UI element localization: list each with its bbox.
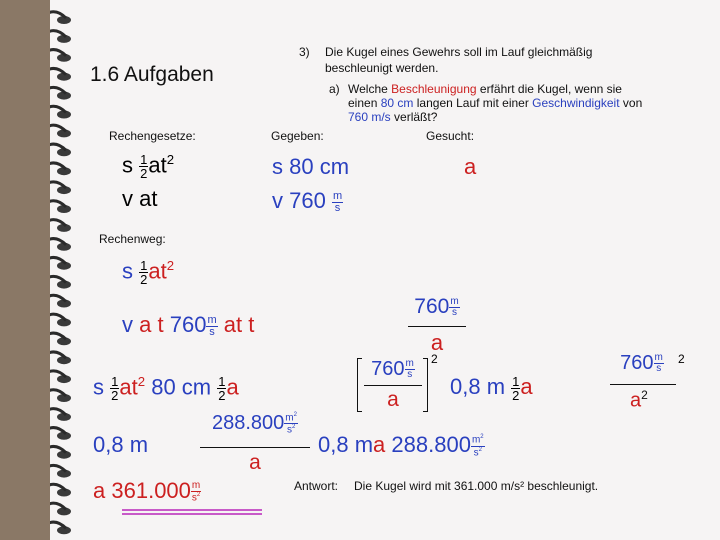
subtask-word: langen Lauf mit einer (416, 96, 529, 110)
var-t: t (248, 312, 255, 337)
var-v: v (272, 188, 283, 213)
fraction-half: $\frac{1}{2}$ (140, 152, 148, 182)
fraction-bar (610, 384, 676, 385)
var-t: t (160, 152, 167, 178)
spiral-ring (50, 446, 71, 458)
fraction-denominator: a (249, 451, 261, 474)
value-760: 760 (620, 352, 654, 374)
bracket-squared-denominator: $a^2$ (630, 388, 648, 412)
bracket-group (354, 352, 438, 411)
step-line-4-left (93, 432, 148, 458)
fraction-t-numerator (408, 295, 466, 319)
fraction-half: $\frac{1}{2}$ (218, 374, 226, 404)
fraction-half: $\frac{1}{2}$ (111, 374, 119, 404)
spiral-ring (50, 295, 71, 307)
spiral-ring (50, 409, 71, 421)
spiral-ring (50, 390, 71, 402)
var-t: t (157, 312, 164, 337)
spiral-ring (50, 333, 71, 345)
label-rechengesetze: Rechengesetze: (109, 129, 196, 143)
unit-m-per-s: $\frac{m}{s}$ (450, 295, 459, 318)
spiral-ring (50, 68, 71, 80)
value-760: 760 (414, 295, 450, 318)
fraction-bar (364, 385, 422, 386)
step-time-derivation (122, 312, 254, 338)
exponent: 2 (137, 374, 146, 389)
spiral-ring (50, 371, 71, 383)
label-antwort: Antwort: (294, 479, 339, 493)
var-s: s (272, 154, 283, 179)
subtask-word: verläßt? (394, 110, 438, 124)
task-text-2: beschleunigt werden. (325, 61, 439, 75)
unit-m-per-s: $\frac{m}{s}$ (332, 189, 343, 214)
var-t: t (236, 312, 243, 337)
exponent: 2 (166, 258, 175, 273)
subtask-word: einen (348, 96, 378, 110)
var-a: a (93, 478, 106, 503)
step-substitution-left (93, 374, 239, 402)
var-a: a (223, 312, 237, 337)
slide-page (50, 0, 720, 540)
bracket-squared-numerator (602, 352, 682, 375)
unit-m-per-s: $\frac{m}{s}$ (405, 358, 414, 381)
spiral-ring (50, 201, 71, 213)
unit-m-per-s: $\frac{m}{s}$ (654, 352, 663, 375)
result-underline-2 (122, 513, 262, 515)
unit-m2-per-s2: $\frac{m^2}{s^2}$ (285, 412, 297, 436)
spiral-ring (50, 12, 71, 24)
spiral-ring (50, 106, 71, 118)
value-288800: 288.800 (391, 432, 471, 457)
unit-m2-per-s2: $\frac{m^2}{s^2}$ (471, 434, 484, 459)
subtask-keyword-beschleunigung: Beschleunigung (391, 82, 477, 96)
page-title: 1.6 Aufgaben (90, 63, 214, 86)
var-s: s (93, 374, 104, 400)
step-distance-law (122, 258, 174, 286)
var-a: a (148, 258, 161, 284)
law-velocity (122, 186, 158, 212)
subtask-word: erfährt die Kugel, wenn sie (479, 82, 622, 96)
exponent: 2 (166, 152, 175, 167)
result-acceleration (93, 478, 201, 504)
value-80cm: 80 cm (289, 154, 350, 179)
step-line-4-right (318, 432, 485, 458)
fraction-t-denominator: a (430, 330, 444, 355)
var-t: t (160, 258, 167, 284)
subtask-line-1 (348, 82, 622, 96)
subtask-label: a) (329, 82, 340, 96)
spiral-ring (50, 50, 71, 62)
unit-m-per-s: $\frac{m}{s}$ (207, 313, 217, 338)
fraction-half: $\frac{1}{2}$ (140, 258, 148, 288)
var-a: a (226, 374, 239, 400)
bracket-numerator (364, 358, 422, 381)
spiral-ring (50, 144, 71, 156)
task-number: 3) (299, 45, 310, 59)
spiral-ring (50, 182, 71, 194)
answer-text: Die Kugel wird mit 361.000 m/s² beschleunigt. (354, 479, 599, 493)
spiral-ring (50, 31, 71, 43)
subtask-word: Welche (348, 82, 388, 96)
subtask-value-length: 80 cm (380, 96, 414, 110)
value-760: 760 (289, 188, 326, 213)
law-distance (122, 152, 174, 180)
given-distance (272, 154, 349, 180)
var-a: a (119, 374, 132, 400)
fraction-numerator-288800 (200, 412, 310, 436)
spiral-ring (50, 465, 71, 477)
value-0-8m: 0,8 m (93, 432, 149, 457)
label-gegeben: Gegeben: (271, 129, 324, 143)
spiral-ring (50, 239, 71, 251)
spiral-ring (50, 87, 71, 99)
subtask-line-3 (348, 110, 437, 124)
spiral-ring (50, 484, 71, 496)
var-v: v (122, 186, 133, 211)
step-substitution-right (450, 374, 533, 402)
spiral-ring (50, 220, 71, 232)
var-t: t (131, 374, 138, 400)
spiral-ring (50, 352, 71, 364)
subtask-value-speed: 760 m/s (348, 110, 391, 124)
subtask-word: von (622, 96, 643, 110)
var-t: t (151, 186, 158, 211)
subtask-keyword-geschwindigkeit: Geschwindigkeit (532, 96, 620, 110)
value-760: 760 (371, 358, 405, 380)
var-a: a (139, 186, 152, 211)
subtask-line-2 (348, 96, 642, 110)
unit-m-per-s2: $\frac{m}{s^2}$ (191, 480, 201, 504)
spiral-ring (50, 125, 71, 137)
var-a: a (520, 374, 533, 399)
value-288800: 288.800 (212, 412, 285, 435)
exponent: 2 (431, 352, 438, 366)
label-gesucht: Gesucht: (426, 129, 475, 143)
var-a: a (373, 432, 386, 457)
value-0-8m: 0,8 m (450, 374, 506, 399)
bracket-denominator: a (387, 388, 399, 411)
var-a: a (148, 152, 161, 178)
value-0-8m: 0,8 m (318, 432, 374, 457)
label-rechenweg: Rechenweg: (99, 232, 166, 246)
exponent: 2 (678, 352, 685, 366)
spiral-ring (50, 163, 71, 175)
spiral-ring (50, 314, 71, 326)
value-80cm: 80 cm (151, 374, 212, 400)
fraction-bar (200, 447, 310, 448)
spiral-ring (50, 428, 71, 440)
fraction-half: $\frac{1}{2}$ (512, 373, 520, 403)
spiral-ring (50, 522, 71, 534)
value-361000: 361.000 (111, 478, 191, 503)
spiral-ring (50, 276, 71, 288)
value-760: 760 (169, 312, 207, 337)
task-text: Die Kugel eines Gewehrs soll im Lauf gleichmäßig (325, 45, 593, 59)
given-velocity (272, 188, 343, 214)
var-s: s (122, 258, 133, 284)
wanted-acceleration: a (464, 154, 477, 179)
result-underline-1 (122, 509, 262, 511)
var-s: s (122, 152, 133, 178)
spiral-ring (50, 503, 71, 515)
fraction-bar (408, 326, 466, 327)
right-bracket (423, 358, 428, 412)
var-a: a (139, 312, 152, 337)
spiral-ring (50, 257, 71, 269)
left-bracket (357, 358, 362, 412)
var-v: v (122, 312, 133, 337)
bracket-squared-group (602, 352, 686, 412)
